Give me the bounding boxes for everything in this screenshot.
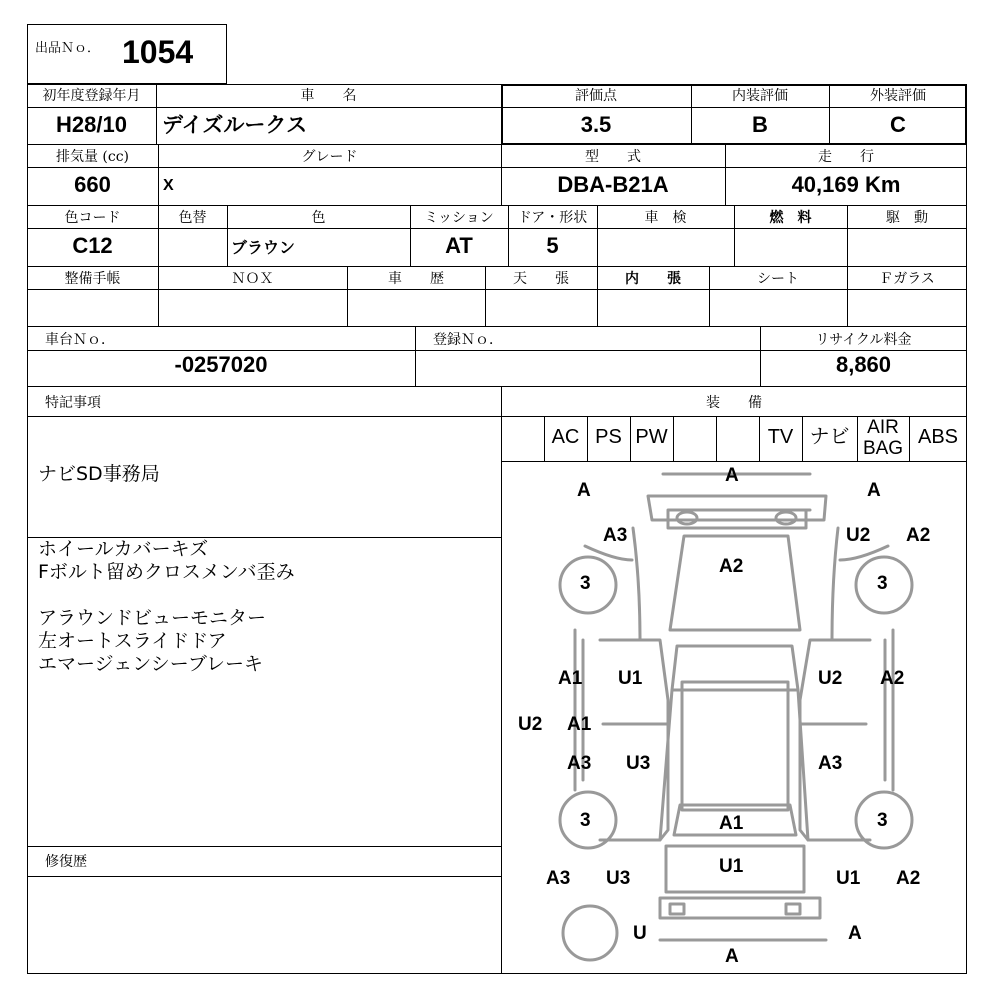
first-registration-label: 初年度登録年月 bbox=[42, 88, 141, 104]
front-glass-label: Ｆガラス bbox=[879, 271, 935, 287]
lot-number-label: 出品Ｎｏ． bbox=[35, 41, 101, 56]
grade: X bbox=[163, 177, 174, 194]
damage-left-step-a1: A1 bbox=[567, 714, 592, 735]
damage-rear-a: A bbox=[848, 923, 862, 944]
displacement-label: 排気量 (cc) bbox=[55, 149, 130, 165]
tire-rear-right: 3 bbox=[877, 810, 888, 831]
damage-right-door-a2: A2 bbox=[880, 668, 905, 689]
chassis-number: -0257020 bbox=[174, 352, 268, 377]
damage-right-fender-u: U2 bbox=[846, 525, 871, 546]
exterior-rating-label: 外装評価 bbox=[870, 88, 926, 104]
remarks-line-1: ナビSD事務局 bbox=[38, 463, 160, 485]
equip-pw: PW bbox=[635, 426, 668, 448]
inspection-label: 車 検 bbox=[644, 210, 687, 226]
equip-abs: ABS bbox=[917, 426, 959, 448]
registration-number-label: 登録Ｎｏ． bbox=[433, 332, 503, 348]
inner-trim-label: 内 張 bbox=[625, 271, 681, 287]
damage-left-rear-u3: U3 bbox=[626, 753, 651, 774]
exterior-rating: C bbox=[890, 112, 906, 137]
door-shape-label: ドア・形状 bbox=[517, 210, 588, 226]
damage-rear-right-a2: A2 bbox=[896, 868, 921, 889]
damage-left-door-a1: A1 bbox=[558, 668, 583, 689]
damage-front-left: A bbox=[577, 480, 591, 501]
damage-front-top: A bbox=[725, 465, 739, 486]
damage-right-door-u2: U2 bbox=[818, 668, 843, 689]
damage-rear-right-u1: U1 bbox=[836, 868, 861, 889]
damage-left-step-u2: U2 bbox=[518, 714, 543, 735]
nox-label: ＮＯＸ bbox=[231, 271, 274, 287]
equip-ac: AC bbox=[551, 426, 580, 448]
color-code: C12 bbox=[72, 233, 113, 258]
damage-front-right: A bbox=[867, 480, 881, 501]
equip-airbag: AIR BAG bbox=[862, 417, 904, 459]
mission: AT bbox=[445, 233, 473, 258]
mileage-label: 走 行 bbox=[818, 149, 874, 165]
damage-right-fender-a: A2 bbox=[906, 525, 931, 546]
damage-left-door-u1: U1 bbox=[618, 668, 643, 689]
score-label: 評価点 bbox=[575, 88, 617, 104]
recycle-fee: 8,860 bbox=[835, 352, 892, 377]
damage-left-rear-a3: A3 bbox=[567, 753, 592, 774]
color-change-label: 色替 bbox=[178, 210, 207, 226]
damage-roof: A1 bbox=[719, 813, 744, 834]
recycle-fee-label: リサイクル料金 bbox=[815, 332, 912, 348]
damage-rear-u: U bbox=[633, 923, 647, 944]
equip-ps: PS bbox=[595, 426, 622, 448]
damage-rear-left-a3: A3 bbox=[546, 868, 571, 889]
ceiling-label: 天 張 bbox=[513, 271, 569, 287]
lot-number: 1054 bbox=[122, 34, 194, 70]
interior-rating-label: 内装評価 bbox=[732, 88, 788, 104]
first-registration: H28/10 bbox=[56, 112, 127, 137]
color: ブラウン bbox=[231, 238, 296, 257]
interior-rating: B bbox=[752, 112, 768, 137]
car-name-label: 車 名 bbox=[300, 88, 357, 104]
damage-hood: A2 bbox=[719, 556, 744, 577]
remarks-notes: ホイールカバーキズ Fボルト留めクロスメンバ歪み アラウンドビューモニター 左オートスライドドア エマージェンシーブレーキ bbox=[38, 538, 295, 675]
remarks-label: 特記事項 bbox=[45, 395, 101, 411]
car-name: デイズルークス bbox=[162, 113, 308, 137]
equipment-label: 装 備 bbox=[706, 395, 762, 411]
damage-left-fender: A3 bbox=[603, 525, 628, 546]
mileage: 40,169 Km bbox=[791, 172, 901, 197]
fuel-label: 燃 料 bbox=[769, 210, 812, 226]
damage-trunk: U1 bbox=[719, 856, 744, 877]
equip-tv: TV bbox=[767, 426, 794, 448]
damage-rear-left-u3: U3 bbox=[606, 868, 631, 889]
color-label: 色 bbox=[311, 210, 326, 226]
tire-front-right: 3 bbox=[877, 573, 888, 594]
tire-front-left: 3 bbox=[580, 573, 591, 594]
model-code: DBA-B21A bbox=[557, 172, 669, 197]
damage-right-rear-a3: A3 bbox=[818, 753, 843, 774]
drive-label: 駆 動 bbox=[886, 210, 928, 226]
car-history-label: 車 歴 bbox=[388, 271, 444, 287]
mission-label: ミッション bbox=[424, 210, 494, 226]
seat-label: シート bbox=[757, 271, 799, 287]
score: 3.5 bbox=[580, 112, 612, 137]
model-code-label: 型 式 bbox=[585, 149, 641, 165]
grade-label: グレード bbox=[301, 149, 358, 165]
tire-rear-left: 3 bbox=[580, 810, 591, 831]
displacement: 660 bbox=[74, 172, 111, 197]
damage-rear-bottom: A bbox=[725, 946, 739, 967]
door-shape: 5 bbox=[546, 233, 559, 258]
equip-navi: ナビ bbox=[809, 426, 850, 448]
repair-history-label: 修復歴 bbox=[45, 854, 87, 870]
chassis-number-label: 車台Ｎｏ． bbox=[45, 332, 115, 348]
maintenance-book-label: 整備手帳 bbox=[64, 271, 121, 287]
color-code-label: 色コード bbox=[64, 210, 121, 226]
